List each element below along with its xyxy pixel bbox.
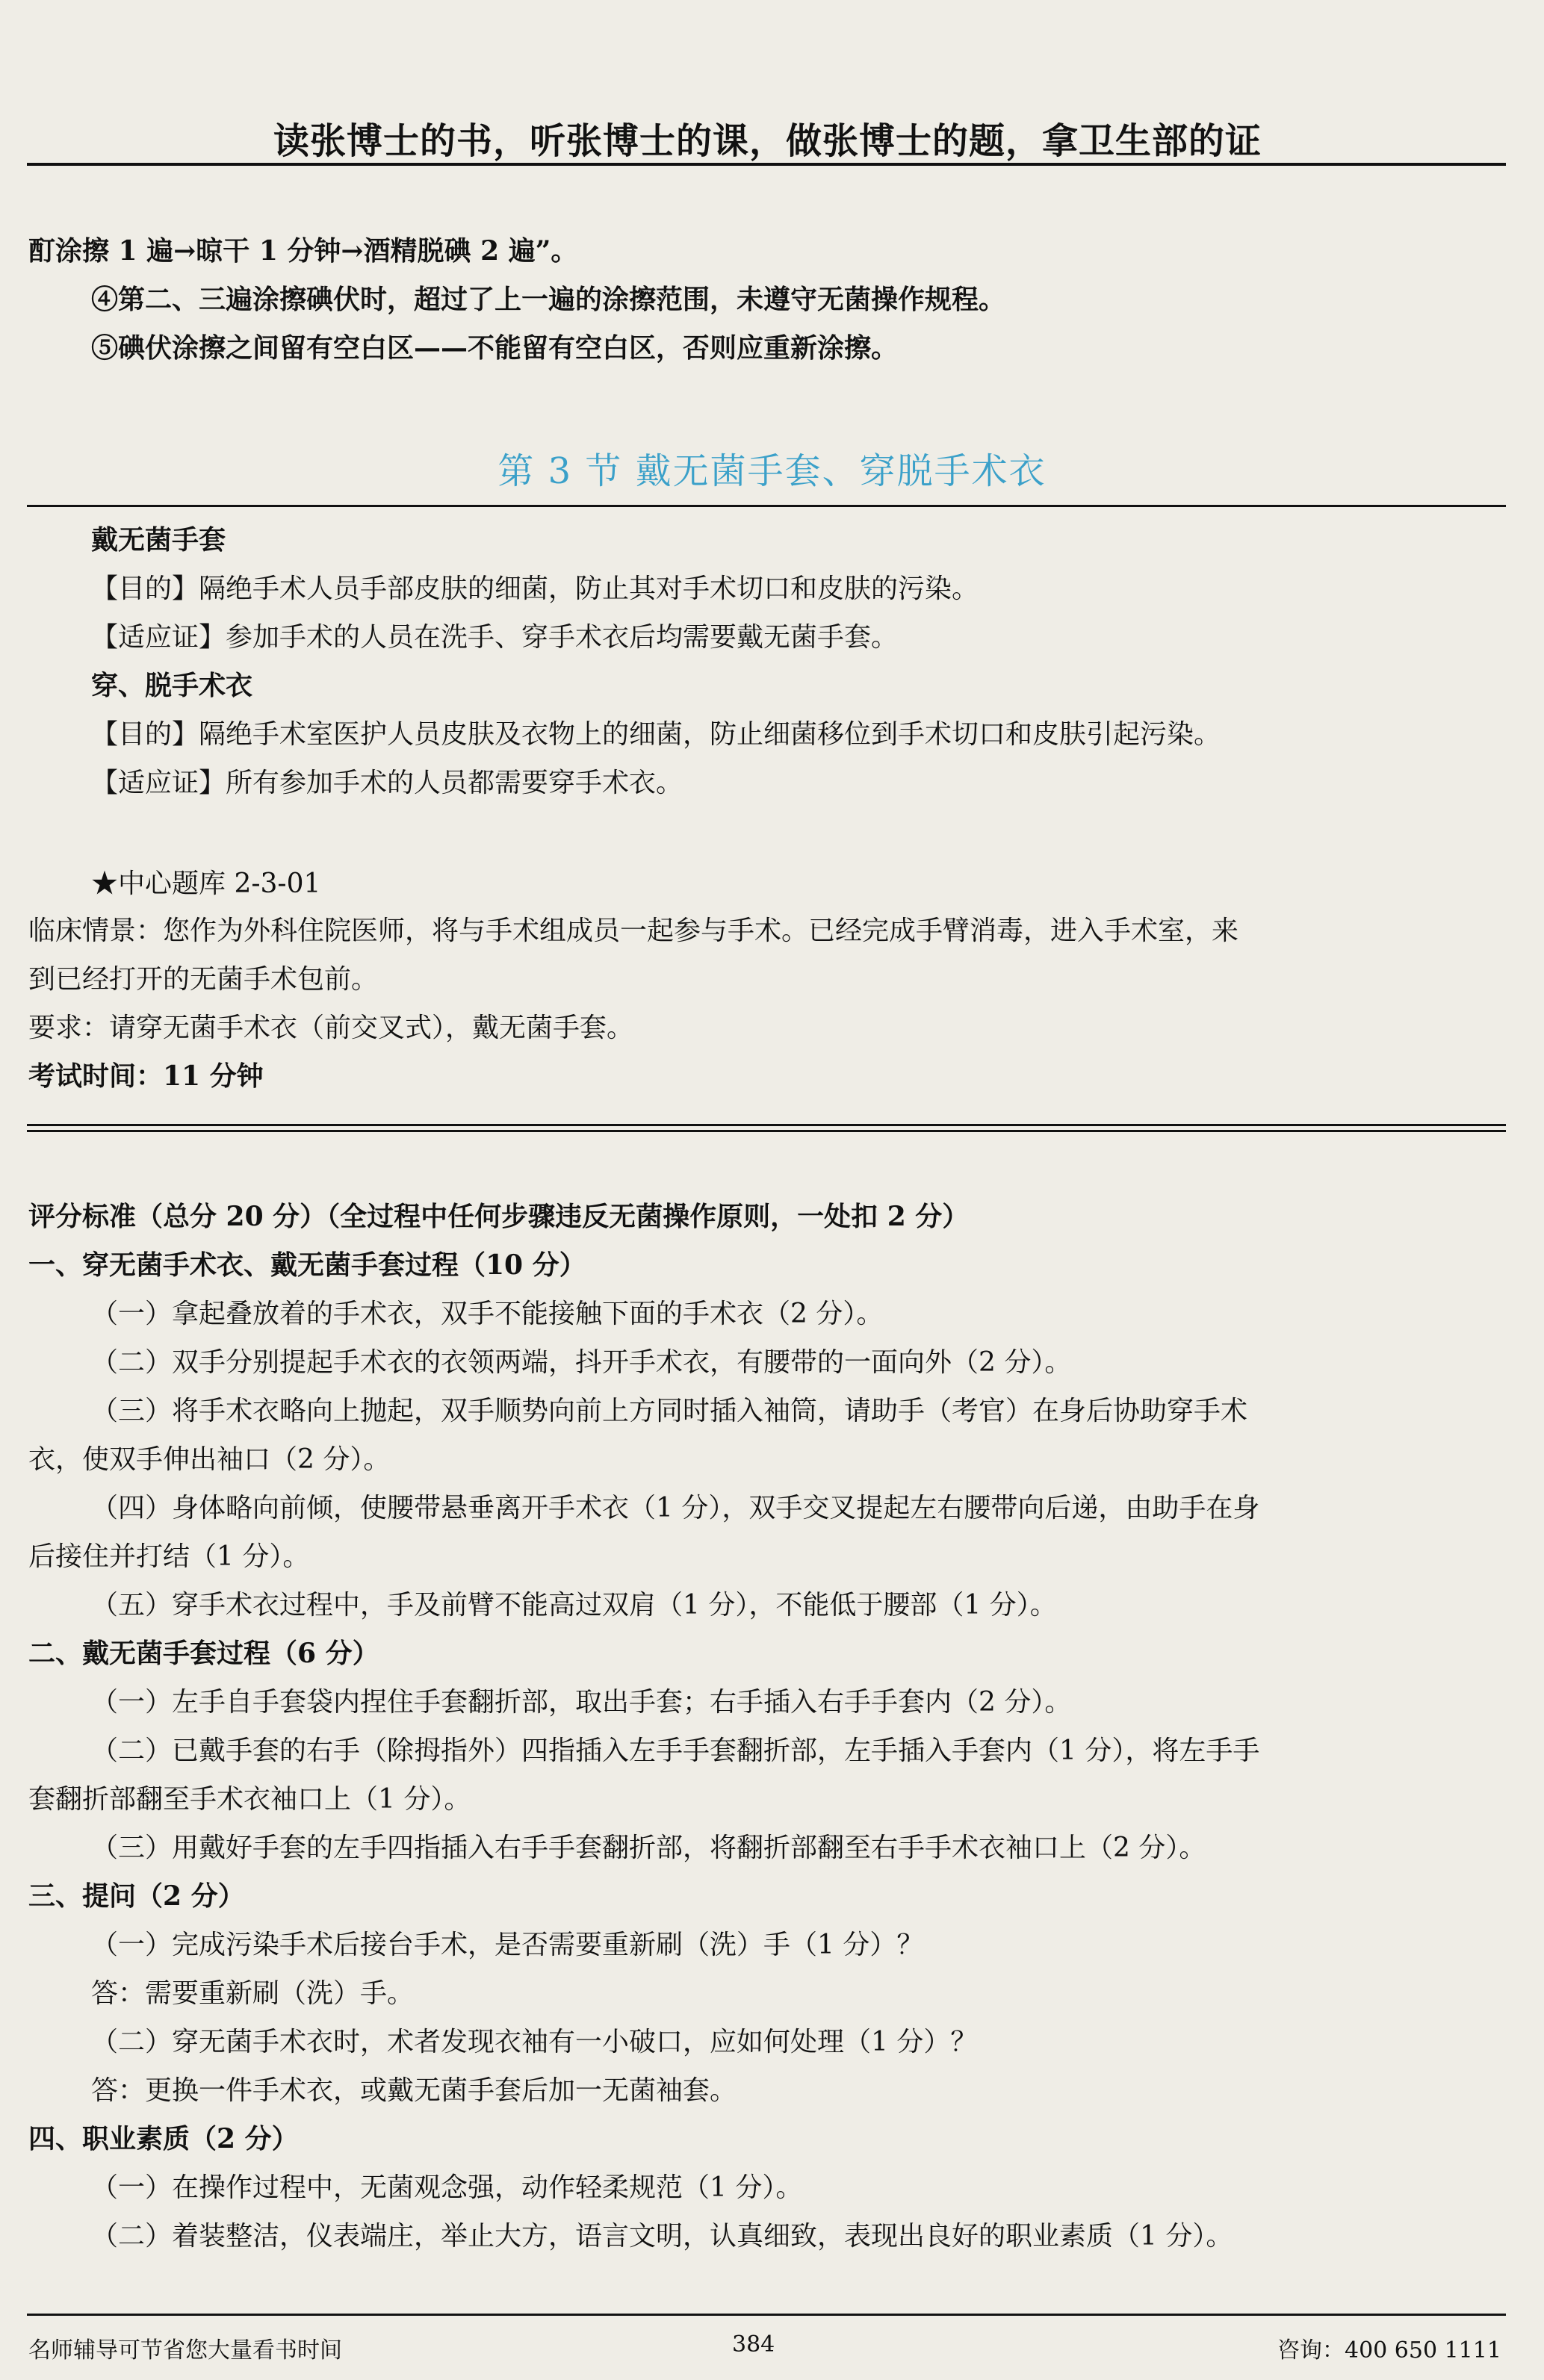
page-number: 384 bbox=[732, 2331, 775, 2358]
body-line: （四）身体略向前倾，使腰带悬垂离开手术衣（1 分），双手交叉提起左右腰带向后递，由助手在身 bbox=[91, 1493, 1260, 1523]
body-line: （三）用戴好手套的左手四指插入右手手套翻折部，将翻折部翻至右手手术衣袖口上（2 分）。 bbox=[91, 1833, 1206, 1863]
subheading: 穿、脱手术衣 bbox=[91, 670, 253, 701]
scoring-section: 二、戴无菌手套过程（6 分） bbox=[28, 1638, 379, 1669]
body-line: ⑤碘伏涂擦之间留有空白区——不能留有空白区，否则应重新涂擦。 bbox=[91, 332, 899, 364]
scoring-section: 三、提问（2 分） bbox=[28, 1880, 245, 1912]
body-line: （一）在操作过程中，无菌观念强，动作轻柔规范（1 分）。 bbox=[91, 2172, 803, 2203]
footer-contact: 咨询：400 650 1111 bbox=[1277, 2337, 1501, 2364]
body-line: 套翻折部翻至手术衣袖口上（1 分）。 bbox=[28, 1784, 471, 1815]
body-line: （一）完成污染手术后接台手术，是否需要重新刷（洗）手（1 分）？ bbox=[91, 1930, 924, 1960]
exam-time: 考试时间：11 分钟 bbox=[28, 1060, 264, 1092]
body-line: 后接住并打结（1 分）。 bbox=[28, 1541, 310, 1572]
divider-bottom bbox=[27, 1130, 1506, 1132]
body-line: （二）穿无菌手术衣时，术者发现衣袖有一小破口，应如何处理（1 分）？ bbox=[91, 2027, 978, 2057]
body-line: 到已经打开的无菌手术包前。 bbox=[28, 964, 379, 995]
body-line: （一）拿起叠放着的手术衣，双手不能接触下面的手术衣（2 分）。 bbox=[91, 1299, 884, 1329]
body-line: （一）左手自手套袋内捏住手套翻折部，取出手套；右手插入右手手套内（2 分）。 bbox=[91, 1687, 1072, 1718]
body-line: 要求：请穿无菌手术衣（前交叉式），戴无菌手套。 bbox=[28, 1013, 634, 1043]
body-line: 衣，使双手伸出袖口（2 分）。 bbox=[28, 1444, 391, 1475]
question-bank-id: ★中心题库 2-3-01 bbox=[91, 869, 321, 899]
body-line: （三）将手术衣略向上抛起，双手顺势向前上方同时插入袖筒，请助手（考官）在身后协助穿手术 bbox=[91, 1396, 1248, 1426]
header-rule bbox=[27, 163, 1506, 166]
body-line: ④第二、三遍涂擦碘伏时，超过了上一遍的涂擦范围，未遵守无菌操作规程。 bbox=[91, 284, 1006, 315]
body-line: 【目的】隔绝手术室医护人员皮肤及衣物上的细菌，防止细菌移位到手术切口和皮肤引起污染。 bbox=[91, 719, 1221, 750]
body-line: 答：更换一件手术衣，或戴无菌手套后加一无菌袖套。 bbox=[91, 2075, 737, 2106]
body-line: 【适应证】参加手术的人员在洗手、穿手术衣后均需要戴无菌手套。 bbox=[91, 622, 899, 653]
footer-rule bbox=[27, 2314, 1506, 2316]
body-line: （二）已戴手套的右手（除拇指外）四指插入左手手套翻折部，左手插入手套内（1 分），将左手手 bbox=[91, 1736, 1260, 1766]
divider-top bbox=[27, 1124, 1506, 1126]
body-line: 【适应证】所有参加手术的人员都需要穿手术衣。 bbox=[91, 768, 683, 798]
body-line: （二）双手分别提起手术衣的衣领两端，抖开手术衣，有腰带的一面向外（2 分）。 bbox=[91, 1347, 1072, 1378]
section-title: 第 3 节 戴无菌手套、穿脱手术衣 bbox=[497, 450, 1047, 492]
body-line: 酊涂擦 1 遍→晾干 1 分钟→酒精脱碘 2 遍”。 bbox=[28, 235, 578, 267]
body-line: 【目的】隔绝手术人员手部皮肤的细菌，防止其对手术切口和皮肤的污染。 bbox=[91, 574, 979, 604]
running-header: 读张博士的书，听张博士的课，做张博士的题，拿卫生部的证 bbox=[273, 120, 1262, 162]
scoring-title: 评分标准（总分 20 分）（全过程中任何步骤违反无菌操作原则，一处扣 2 分） bbox=[28, 1201, 970, 1232]
scoring-section: 一、穿无菌手术衣、戴无菌手套过程（10 分） bbox=[28, 1249, 586, 1281]
footer-slogan: 名师辅导可节省您大量看书时间 bbox=[28, 2337, 342, 2364]
scoring-section: 四、职业素质（2 分） bbox=[28, 2123, 299, 2154]
subheading: 戴无菌手套 bbox=[91, 524, 226, 556]
body-line: 答：需要重新刷（洗）手。 bbox=[91, 1978, 415, 2009]
body-line: 临床情景：您作为外科住院医师，将与手术组成员一起参与手术。已经完成手臂消毒，进入手术室，来 bbox=[28, 916, 1239, 946]
body-line: （五）穿手术衣过程中，手及前臂不能高过双肩（1 分），不能低于腰部（1 分）。 bbox=[91, 1590, 1057, 1621]
section-rule bbox=[27, 505, 1506, 507]
body-line: （二）着装整洁，仪表端庄，举止大方，语言文明，认真细致，表现出良好的职业素质（1 分）。 bbox=[91, 2221, 1233, 2252]
